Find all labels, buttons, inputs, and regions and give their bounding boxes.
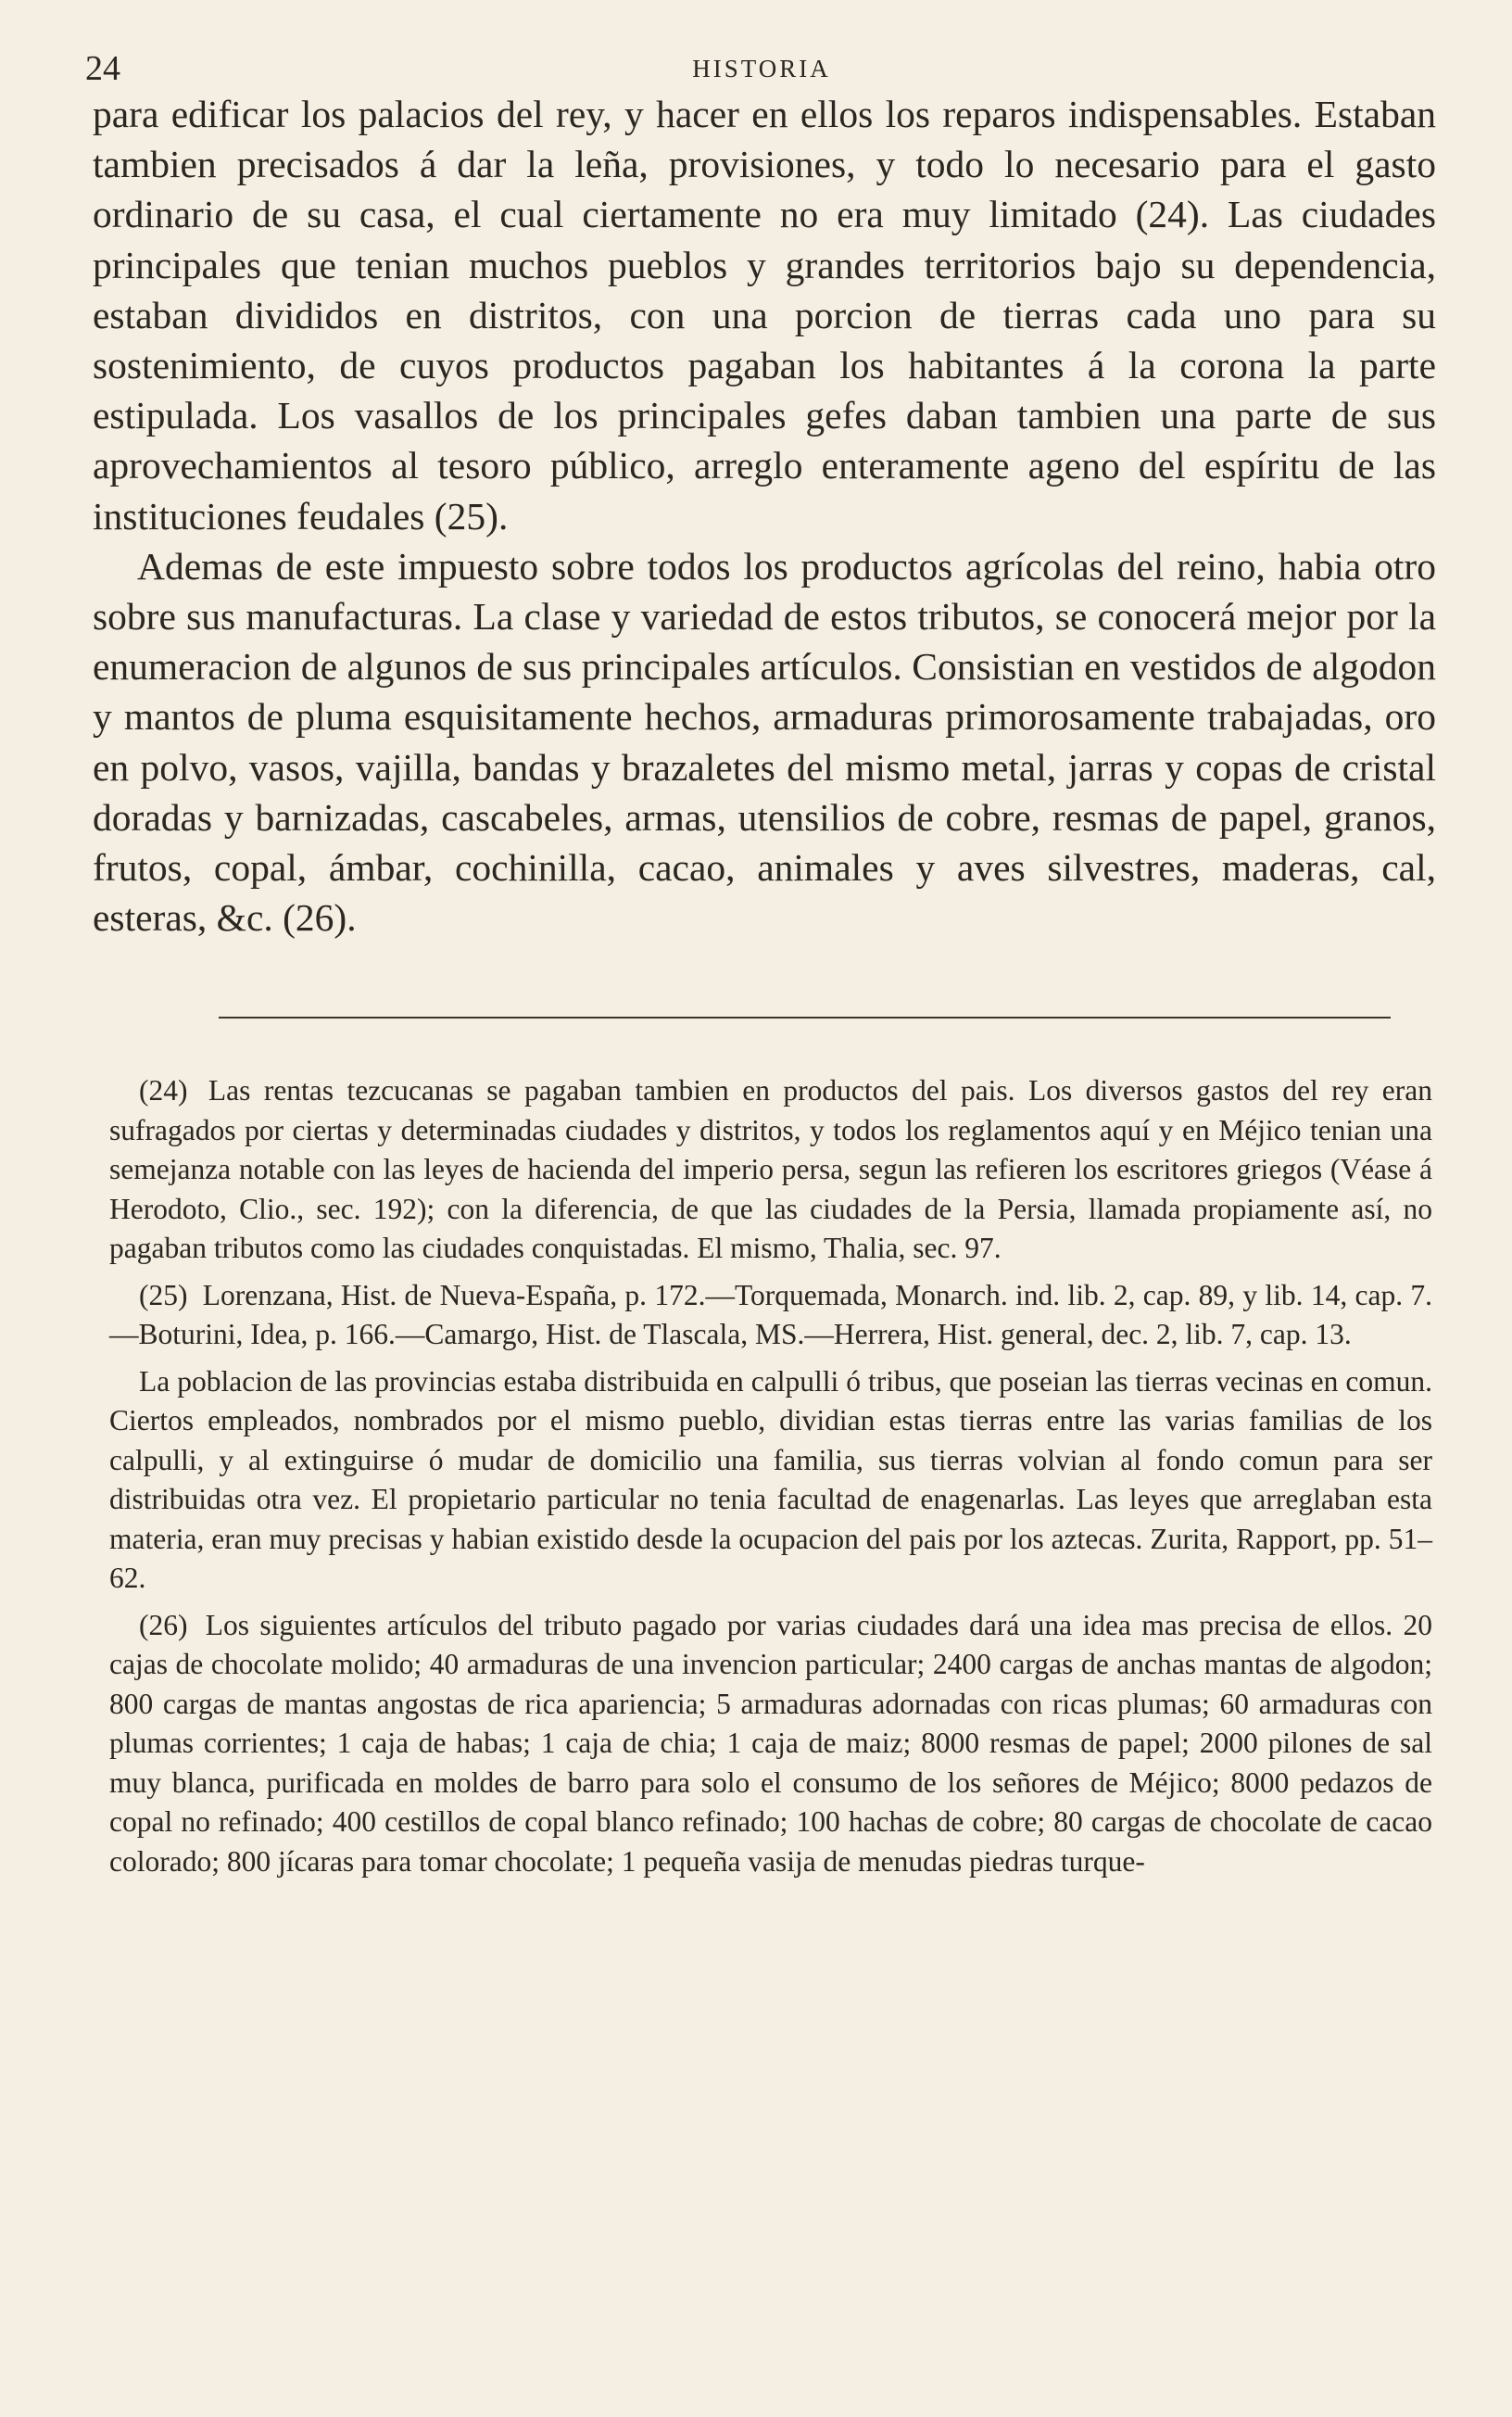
footnote-text: Los siguientes artículos del tributo pagado por varias ciudades dará una idea mas precisa de ellos. 20 cajas de chocolate molido; 40 armaduras de una invencion particular; 2400 cargas de anchas mantas de algodon; 800 cargas de mantas angostas de rica apariencia; 5 armaduras adornadas con ricas plumas; 60 armaduras con plumas corrientes; 1 caja de habas; 1 caja de chia; 1 caja de maiz; 8000 resmas de papel; 2000 pilones de sal muy blanca, purificada en moldes de barro para solo el consumo de los señores de Méjico; 8000 pedazos de copal no refinado; 400 cestillos de copal blanco refinado; 100 hachas de cobre; 80 cargas de chocolate de cacao colorado; 800 jícaras para tomar chocolate; 1 pequeña vasija de menudas piedras turque- xyxy=(109,1608,1432,1878)
footnote-text: Las rentas tezcucanas se pagaban tambien en productos del pais. Los diversos gastos del rey eran sufragados por ciertas y determinadas ciudades y distritos, y todos los reglamentos aquí y en Méjico tenian una semejanza notable con las leyes de hacienda del imperio persa, segun las refieren los escritores griegos (Véase á Herodoto, Clio., sec. 192); con la diferencia, de que las ciudades de la Persia, llamada propiamente así, no pagaban tributos como las ciudades conquistadas. El mismo, Thalia, sec. 97. xyxy=(109,1074,1433,1264)
body-paragraph: para edificar los palacios del rey, y hacer en ellos los reparos indispensables. Estaban tambien precisados á dar la leña, provisiones, y todo lo necesario para el gasto ordinario de su casa, el cual ciertamente no era muy limitado (24). Las ciudades principales que tenian muchos pueblos y grandes territorios bajo su dependencia, estaban divididos en distritos, con una porcion de tierras cada uno para su sostenimiento, de cuyos productos pagaban los habitantes á la corona la parte estipulada. Los vasallos de los principales gefes daban tambien una parte de sus aprovechamientos al tesoro público, arreglo enteramente ageno del espíritu de las instituciones feudales (25). xyxy=(93,93,1436,538)
footnote-number: (24) xyxy=(139,1074,188,1107)
footnote-separator-rule xyxy=(219,1017,1391,1019)
footnote-number: (26) xyxy=(139,1608,188,1641)
footnote-text: Lorenzana, Hist. de Nueva-España, p. 172.—Torquemada, Monarch. ind. lib. 2, cap. 89, y lib. 14, cap. 7.—Boturini, Idea, p. 166.—Camargo, Hist. de Tlascala, MS.—Herrera, Hist. general, dec. 2, lib. 7, cap. 13. xyxy=(109,1278,1433,1350)
main-text xyxy=(93,89,1436,943)
footnote-number: (25) xyxy=(139,1278,188,1311)
page-header xyxy=(85,46,1438,91)
body-paragraph: Ademas de este impuesto sobre todos los productos agrícolas del reino, habia otro sobre sus manufacturas. La clase y variedad de estos tributos, se conocerá mejor por la enumeracion de algunos de sus principales artículos. Consistian en vestidos de algodon y mantos de pluma esquisitamente hechos, armaduras primorosamente trabajadas, oro en polvo, vasos, vajilla, bandas y brazaletes del mismo metal, jarras y copas de cristal doradas y barnizadas, cascabeles, armas, utensilios de cobre, resmas de papel, granos, frutos, copal, ámbar, cochinilla, cacao, animales y aves silvestres, maderas, cal, esteras, &c. (26). xyxy=(93,544,1436,940)
footnote-text: La poblacion de las provincias estaba distribuida en calpulli ó tribus, que poseian las tierras vecinas en comun. Ciertos empleados, nombrados por el mismo pueblo, dividian estas tierras entre las varias familias de los calpulli, y al extinguirse ó mudar de domicilio una familia, sus tierras volvian al fondo comun para ser distribuidas otra vez. El propietario particular no tenia facultad de enagenarlas. Las leyes que arreglaban esta materia, eran muy precisas y habian existido desde la ocupacion del pais por los aztecas. Zurita, Rapport, pp. 51–62. xyxy=(109,1364,1432,1594)
footnote-continuation xyxy=(109,1362,1432,1599)
running-title: HISTORIA xyxy=(692,55,831,82)
footnote xyxy=(109,1606,1432,1882)
footnote xyxy=(109,1071,1432,1269)
footnotes xyxy=(109,1071,1432,1889)
page-number: 24 xyxy=(85,49,120,88)
footnote xyxy=(109,1276,1432,1355)
